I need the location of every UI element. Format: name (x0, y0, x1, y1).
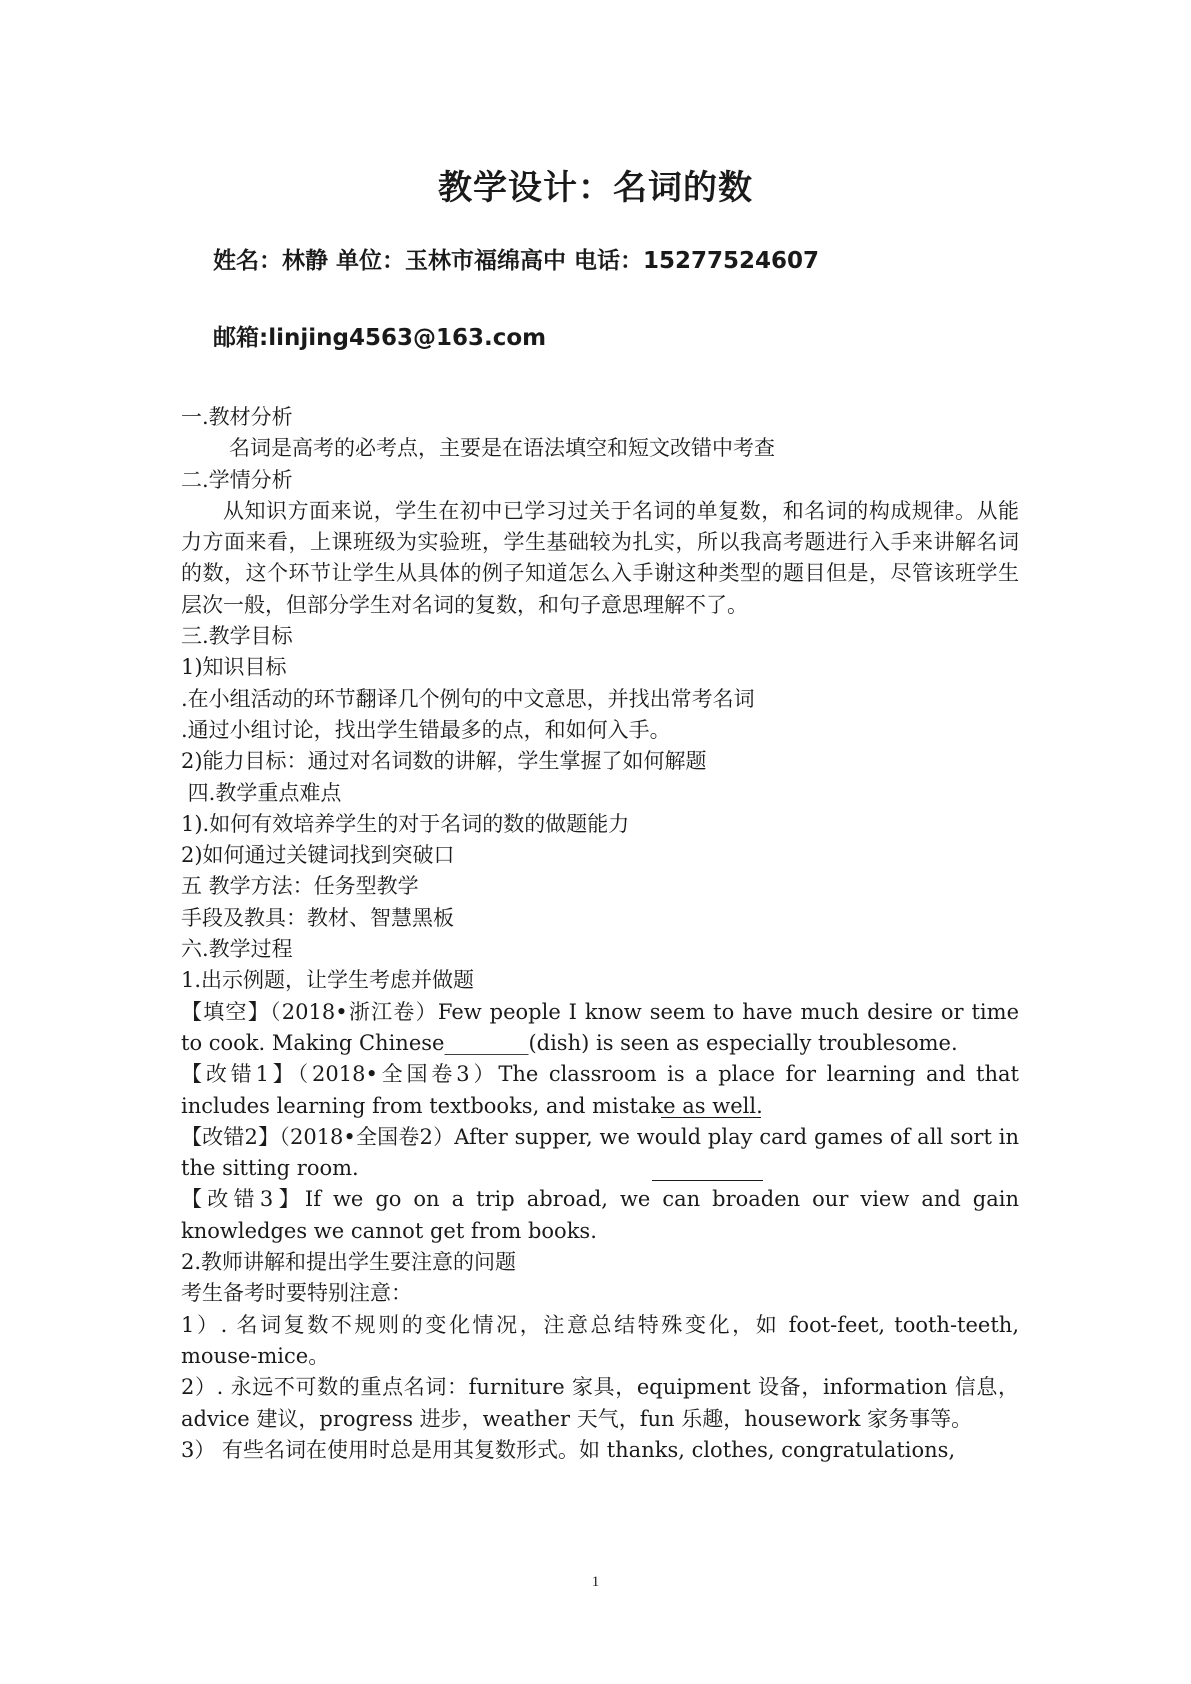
exercise-fill-blank: 【填空】（2018•浙江卷）Few people I know seem to have much desire or time to cook. Making Chinese________(dish) is seen as especially troublesome. (181, 999, 1019, 1055)
paragraph: 考生备考时要特别注意： (181, 1281, 412, 1306)
list-item: .通过小组讨论，找出学生错最多的点，和如何入手。 (181, 717, 671, 742)
exercise-correction-1: 【改错1】（2018•全国卷3）The classroom is a place for learning and that includes learning from textbooks, and mistake as well. (181, 1062, 1019, 1118)
exercise-item (181, 1059, 1019, 1122)
note-item: 3） 有些名词在使用时总是用其复数形式。如 thanks, clothes, congratulations, (181, 1437, 956, 1462)
section-heading: 六.教学过程 (181, 937, 293, 962)
list-item: 1.出示例题，让学生考虑并做题 (181, 968, 475, 993)
exercise-item (181, 1122, 1019, 1185)
paragraph: 名词是高考的必考点，主要是在语法填空和短文改错中考查 (229, 436, 775, 461)
section-heading: 五 教学方法：任务型教学 (181, 874, 419, 899)
document-title: 教学设计：名词的数 (438, 168, 753, 208)
section-heading: 一.教材分析 (181, 405, 293, 429)
answer-blank (661, 1117, 761, 1118)
list-item: 1).如何有效培养学生的对于名词的数的做题能力 (181, 811, 630, 836)
list-item: 2)如何通过关键词找到突破口 (181, 843, 455, 868)
answer-blank (652, 1180, 763, 1181)
exercise-correction-3: 【改错3】If we go on a trip abroad, we can broaden our view and gain knowledges we cannot get from books. (181, 1187, 1019, 1243)
section-heading: 四.教学重点难点 (181, 780, 342, 805)
subheading: 1)知识目标 (181, 655, 287, 680)
note-item: 2）. 永远不可数的重点名词：furniture 家具，equipment 设备，information 信息，advice 建议，progress 进步，weather 天气，fun 乐趣，housework 家务事等。 (181, 1375, 1019, 1431)
email-info: 邮箱:linjing4563@163.com (213, 325, 547, 351)
paragraph: 手段及教具：教材、智慧黑板 (181, 905, 454, 930)
paragraph: 从知识方面来说，学生在初中已学习过关于名词的单复数，和名词的构成规律。从能力方面来看，上课班级为实验班，学生基础较为扎实，所以我高考题进行入手来讲解名词的数，这个环节让学生从具体的例子知道怎么入手谢这种类型的题目但是，尽管该班学生层次一般，但部分学生对名词的复数，和句子意思理解不了。 (181, 498, 1019, 617)
document-body (181, 402, 1019, 1466)
author-info: 姓名：林静 单位：玉林市福绵高中 电话：15277524607 (213, 248, 820, 274)
list-item: .在小组活动的环节翻译几个例句的中文意思，并找出常考名词 (181, 686, 755, 711)
subheading: 2)能力目标：通过对名词数的讲解，学生掌握了如何解题 (181, 749, 707, 774)
section-heading: 二.学情分析 (181, 467, 293, 492)
section-heading: 三.教学目标 (181, 624, 293, 649)
exercise-correction-2: 【改错2】（2018•全国卷2）After supper, we would play card games of all sort in the sitting room. (181, 1124, 1019, 1181)
list-item: 2.教师讲解和提出学生要注意的问题 (181, 1250, 517, 1275)
note-item: 1）. 名词复数不规则的变化情况，注意总结特殊变化，如 foot-feet, tooth-teeth, mouse-mice。 (181, 1312, 1019, 1368)
page-number: 1 (591, 1574, 600, 1590)
